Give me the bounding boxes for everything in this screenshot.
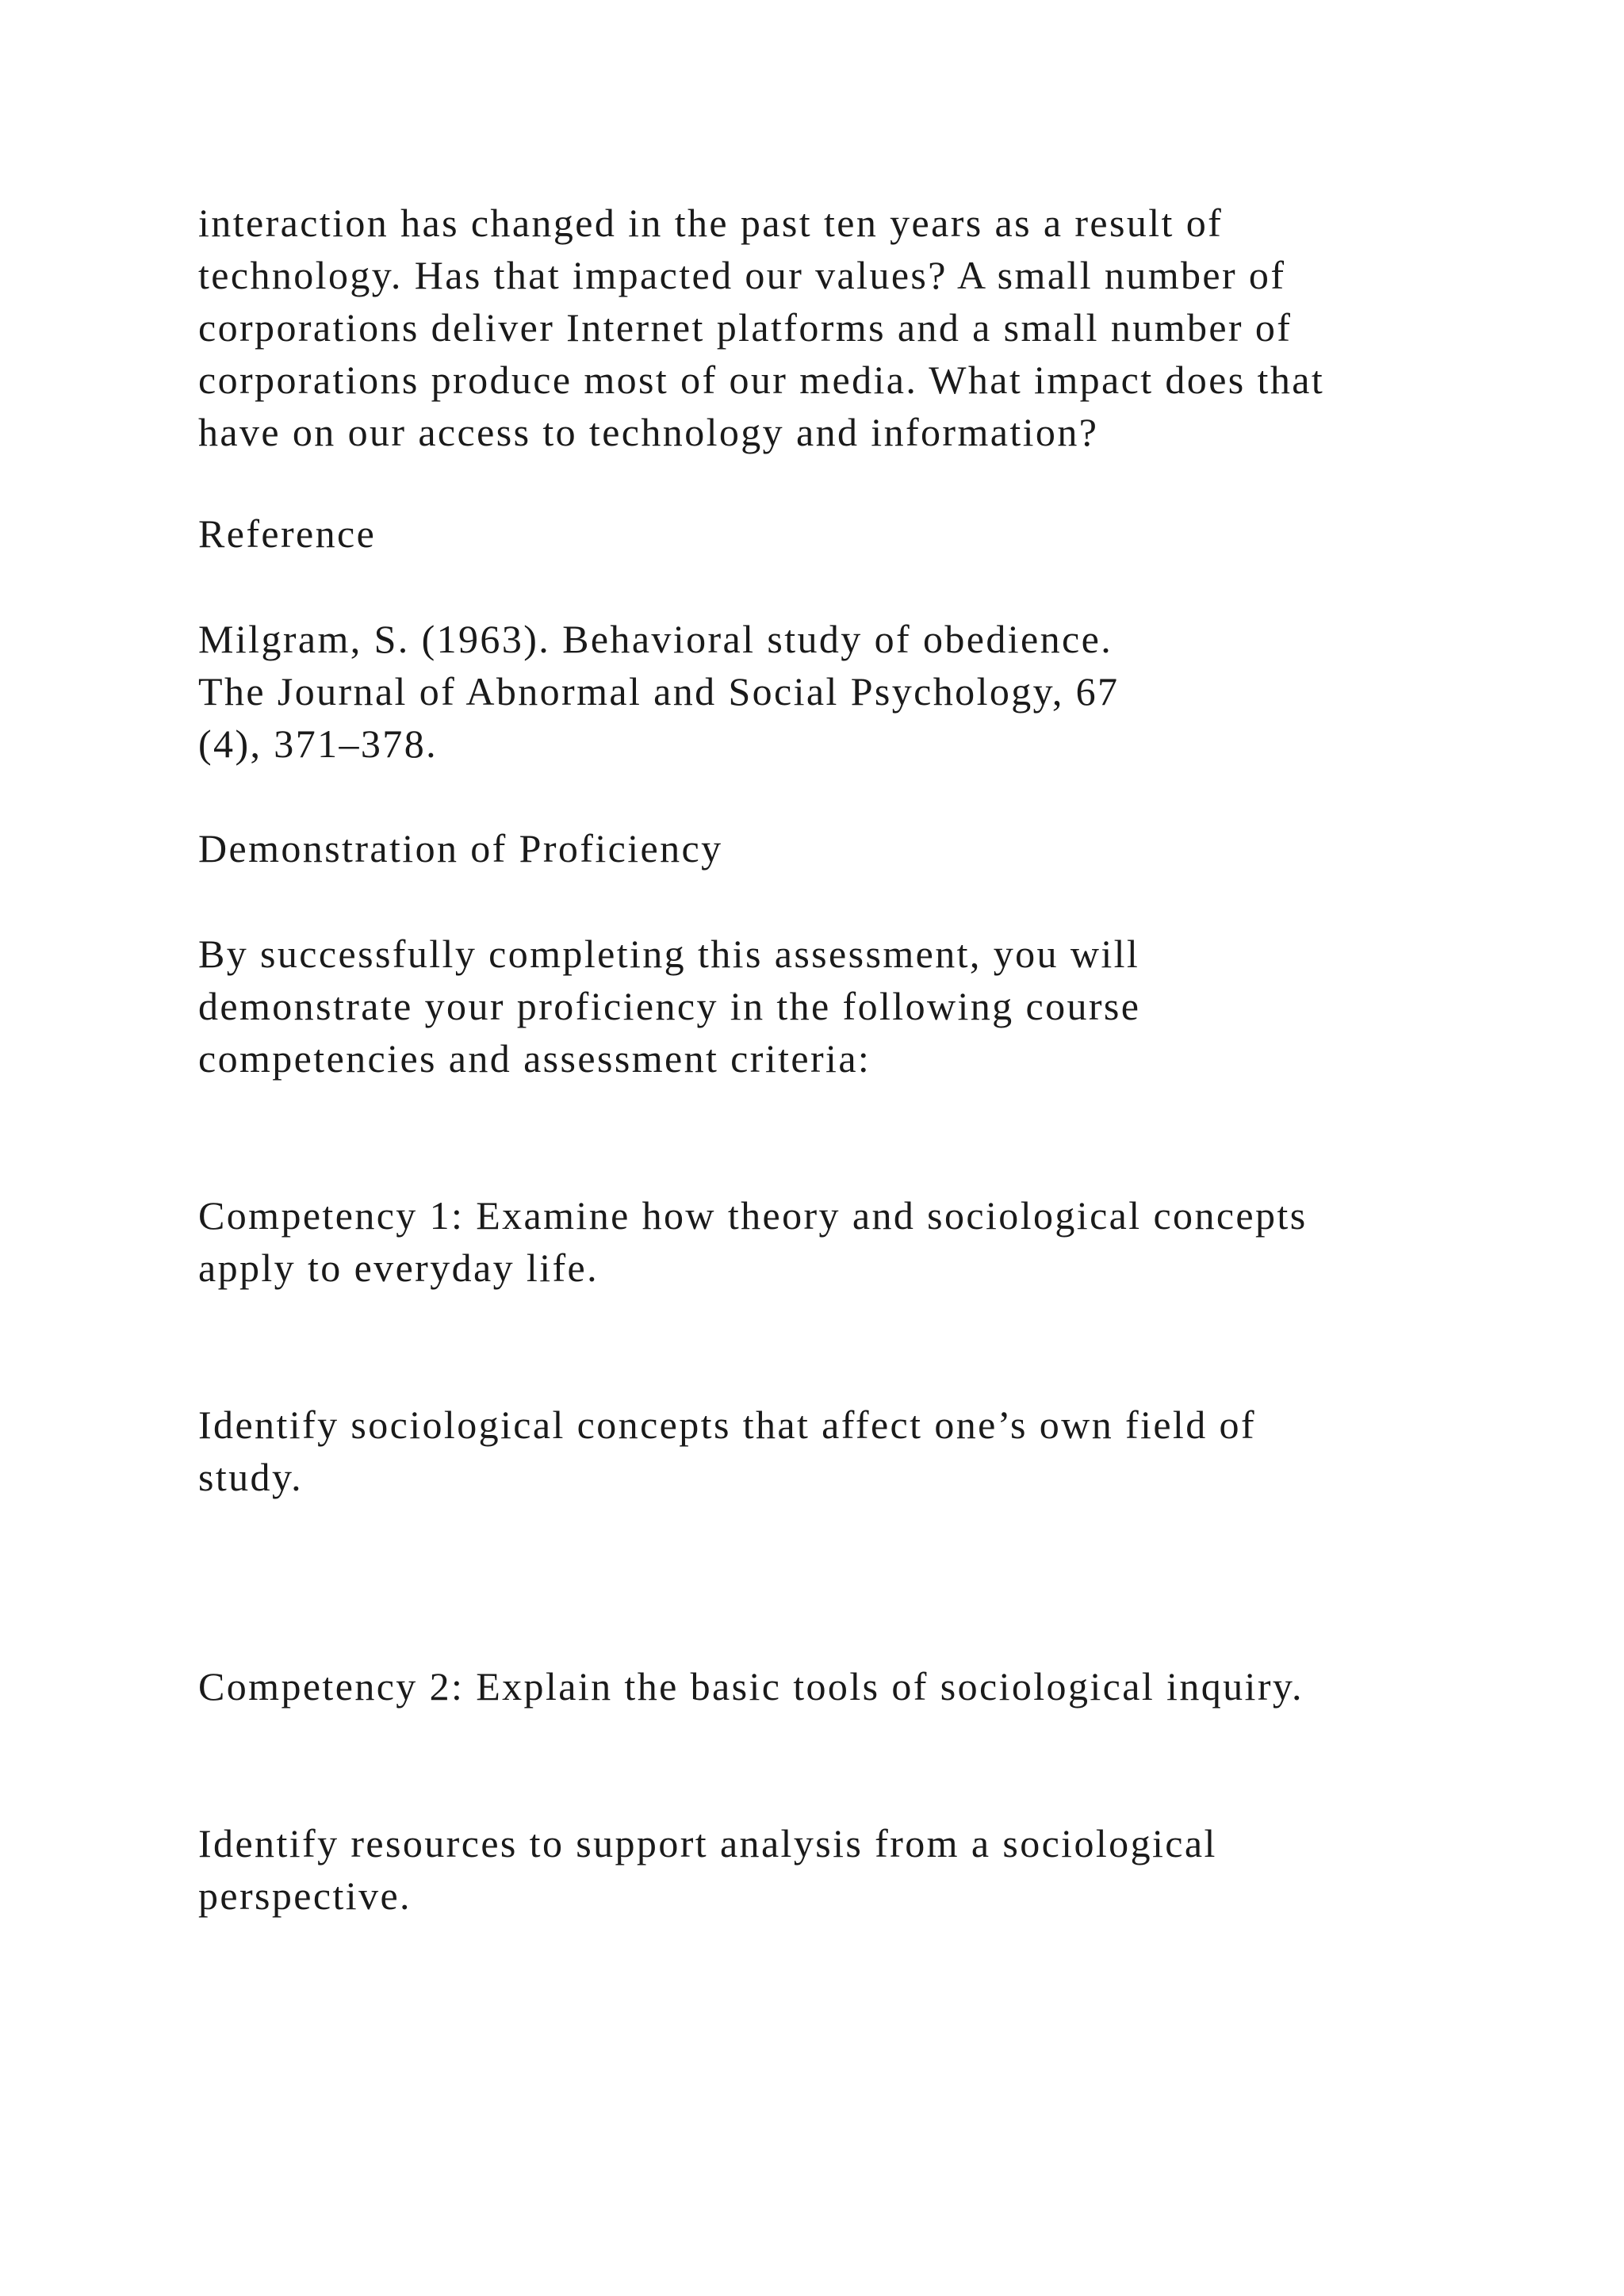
text-line: Milgram, S. (1963). Behavioral study of obedience. bbox=[198, 617, 1113, 661]
reference-heading: Reference bbox=[198, 511, 377, 556]
text-line: corporations deliver Internet platforms and a small number of bbox=[198, 305, 1293, 350]
proficiency-heading: Demonstration of Proficiency bbox=[198, 826, 723, 871]
text-line: By successfully completing this assessment, you will bbox=[198, 932, 1140, 976]
competency-1 bbox=[198, 1189, 1308, 1294]
criterion-2 bbox=[198, 1817, 1217, 1922]
text-line: perspective. bbox=[198, 1873, 412, 1918]
text-line: interaction has changed in the past ten years as a result of bbox=[198, 201, 1224, 245]
text-line: (4), 371–378. bbox=[198, 721, 439, 766]
text-line: demonstrate your proficiency in the following course bbox=[198, 984, 1141, 1028]
text-line: have on our access to technology and information? bbox=[198, 410, 1099, 454]
text-line: study. bbox=[198, 1455, 304, 1499]
text-line: apply to everyday life. bbox=[198, 1246, 599, 1290]
text-line: corporations produce most of our media. What impact does that bbox=[198, 358, 1325, 402]
text-line: Identify resources to support analysis from a sociological bbox=[198, 1821, 1217, 1866]
text-line: Identify sociological concepts that affect one’s own field of bbox=[198, 1402, 1256, 1447]
criterion-1 bbox=[198, 1399, 1256, 1503]
text-line: Competency 1: Examine how theory and sociological concepts bbox=[198, 1193, 1308, 1238]
text-line: competencies and assessment criteria: bbox=[198, 1036, 871, 1081]
reference-citation bbox=[198, 613, 1119, 770]
text-line: Competency 2: Explain the basic tools of sociological inquiry. bbox=[198, 1664, 1304, 1709]
text-line: The Journal of Abnormal and Social Psychology, 67 bbox=[198, 669, 1120, 714]
proficiency-intro bbox=[198, 928, 1140, 1085]
competency-2 bbox=[198, 1660, 1304, 1712]
text-line: technology. Has that impacted our values? A small number of bbox=[198, 253, 1286, 297]
intro-paragraph bbox=[198, 197, 1324, 458]
